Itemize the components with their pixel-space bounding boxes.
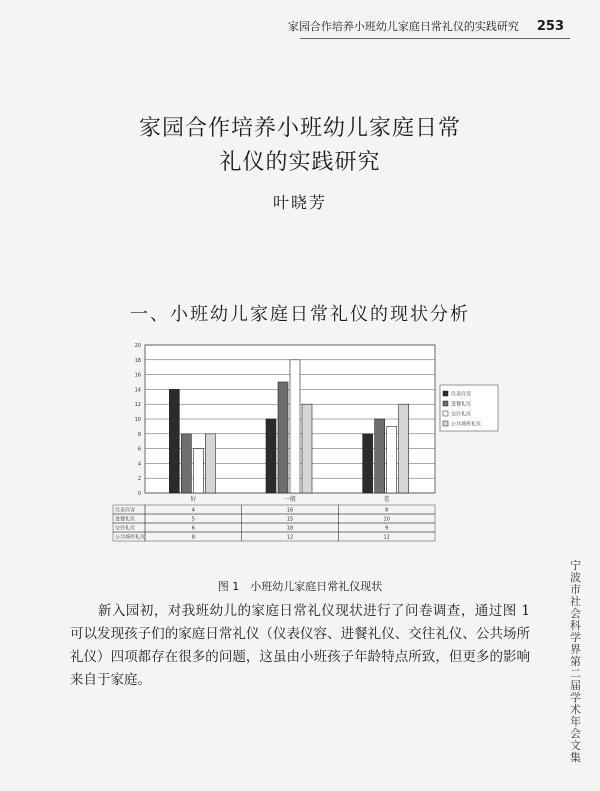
y-tick-label-4: 8 [137, 431, 141, 438]
table-value-2-1: 18 [286, 525, 294, 532]
title-line-1: 家园合作培养小班幼儿家庭日常 [138, 116, 461, 141]
legend-label-1: 进餐礼仪 [451, 401, 472, 408]
table-value-0-2: 8 [385, 507, 389, 514]
side-note: 宁波市社会科学界第二届学术年会文集 [570, 559, 581, 764]
bar-2-1 [290, 360, 300, 493]
legend-swatch-1 [443, 401, 448, 406]
x-tick-label-0: 好 [190, 496, 197, 503]
legend-swatch-3 [443, 421, 448, 426]
y-tick-label-8: 16 [134, 372, 141, 379]
y-tick-label-6: 12 [134, 402, 141, 409]
bar-0-0 [169, 389, 179, 493]
table-value-0-1: 16 [286, 507, 294, 514]
table-value-1-1: 15 [286, 516, 294, 523]
section-heading: 一、小班幼儿家庭日常礼仪的现状分析 [130, 304, 470, 325]
running-title: 家园合作培养小班幼儿家庭日常礼仪的实践研究 [287, 20, 519, 33]
page-number: 253 [536, 19, 564, 34]
running-header [288, 18, 564, 34]
table-value-3-1: 12 [286, 534, 294, 541]
y-tick-label-3: 6 [137, 446, 141, 453]
bar-1-2 [375, 419, 385, 493]
y-tick-label-1: 2 [137, 476, 141, 483]
article-title [0, 112, 600, 180]
table-row-label-2: 交往礼仪 [115, 525, 136, 532]
figure-caption: 图 1 小班幼儿家庭日常礼仪现状 [217, 580, 383, 593]
bar-3-1 [302, 404, 312, 493]
table-value-2-2: 9 [385, 525, 389, 532]
bar-2-2 [387, 426, 397, 493]
y-tick-label-7: 14 [134, 387, 141, 394]
table-value-0-0: 4 [191, 507, 195, 514]
body-paragraph: 新入园初，对我班幼儿的家庭日常礼仪现状进行了问卷调查，通过图 1 可以发现孩子们的家庭日常礼仪（仪表仪容、进餐礼仪、交往礼仪、公共场所礼仪）四项都存在很多的问题，这虽由小班孩子年龄特点所致，但更多的影响来自于家庭。 [70, 603, 530, 688]
x-tick-label-2: 差 [383, 496, 390, 503]
y-tick-label-9: 18 [134, 357, 141, 364]
table-value-1-2: 10 [383, 516, 390, 523]
table-row-label-3: 公共场所礼仪 [115, 534, 146, 541]
bar-3-0 [205, 434, 215, 493]
table-value-2-0: 6 [191, 525, 195, 532]
bar-3-2 [399, 404, 409, 493]
author-name: 叶晓芳 [272, 193, 327, 212]
bar-0-2 [363, 434, 373, 493]
legend-swatch-2 [443, 411, 448, 416]
bar-chart [105, 335, 505, 575]
y-tick-label-2: 4 [137, 461, 141, 468]
y-tick-label-5: 10 [134, 417, 141, 423]
bar-1-0 [181, 434, 191, 493]
y-tick-label-0: 0 [137, 491, 141, 497]
table-row-label-1: 进餐礼仪 [115, 516, 136, 523]
y-tick-label-10: 20 [134, 343, 141, 349]
table-value-3-2: 12 [383, 534, 390, 541]
x-tick-label-1: 一般 [283, 496, 297, 503]
table-row-label-0: 仪表仪容 [115, 507, 136, 514]
legend-swatch-0 [443, 391, 448, 396]
title-line-2: 礼仪的实践研究 [219, 150, 381, 175]
legend-label-0: 仪表仪容 [451, 391, 472, 398]
legend-label-3: 公共场所礼仪 [451, 421, 482, 428]
table-value-3-0: 8 [191, 534, 195, 541]
header-rule [300, 38, 570, 39]
bar-0-1 [266, 419, 276, 493]
table-value-1-0: 5 [191, 516, 195, 523]
bar-2-0 [193, 449, 203, 493]
legend-label-2: 交往礼仪 [451, 411, 472, 418]
bar-1-1 [278, 382, 288, 493]
